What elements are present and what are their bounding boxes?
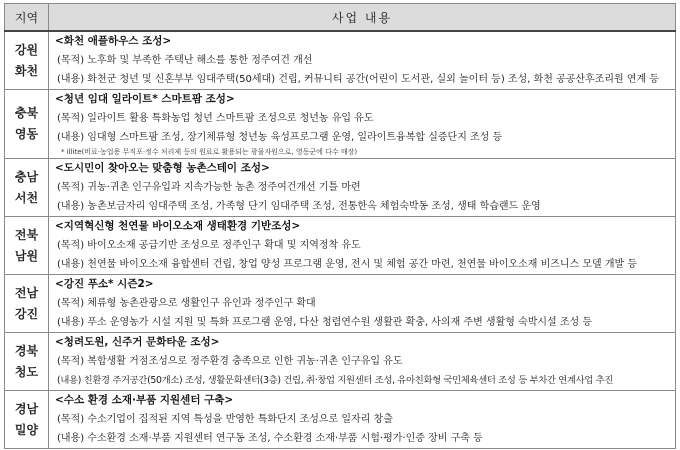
region-county: 밀양 — [14, 422, 39, 437]
project-goal: (목적) 체류형 농촌관광으로 생활인구 유인과 정주인구 확대 — [57, 298, 316, 309]
project-desc: (내용) 천연물 바이오소재 융합센터 건립, 창업 양성 프로그램 운영, 전시 및 체험 공간 마련, 천연물 바이오소재 비즈니스 모델 개발 등 — [57, 259, 638, 270]
region-cell — [5, 391, 49, 449]
project-goal: (목적) 노후화 및 부족한 주택난 해소를 통한 정주여건 개선 — [57, 55, 313, 66]
region-province: 강원 — [14, 42, 39, 57]
region-cell — [5, 90, 49, 159]
region-county: 화천 — [14, 63, 39, 78]
project-title: <수소 환경 소재·부품 지원센터 구축> — [55, 394, 234, 406]
table-row — [5, 275, 676, 333]
region-province: 경북 — [14, 343, 39, 358]
content-cell — [49, 159, 676, 217]
project-title: <지역혁신형 천연물 바이오소재 생태환경 기반조성> — [55, 220, 301, 232]
table-header-row — [5, 4, 676, 32]
region-cell — [5, 333, 49, 391]
project-title: <청년 임대 일라이트* 스마트팜 조성> — [55, 93, 235, 105]
project-desc: (내용) 임대형 스마트팜 조성, 장기체류형 청년농 육성프로그램 운영, 일라이트융복합 실증단지 조성 등 — [57, 132, 503, 143]
project-goal: (목적) 일라이트 활용 특화농업 청년 스마트팜 조성으로 청년농 유입 유도 — [57, 113, 374, 124]
project-desc: (내용) 푸소 운영농가 시설 지원 및 특화 프로그램 운영, 다산 청렴연수원 생활관 확충, 사의재 주변 생활형 숙박시설 조성 등 — [57, 317, 593, 328]
content-cell — [49, 333, 676, 391]
header-region: 지역 — [5, 4, 49, 32]
project-goal: (목적) 바이오소재 공급기반 조성으로 정주인구 확대 및 지역정착 유도 — [57, 240, 361, 251]
region-cell — [5, 31, 49, 90]
project-desc: (내용) 화천군 청년 및 신혼부부 임대주택(50세대) 건립, 커뮤니티 공간(어린이 도서관, 실외 놀이터 등) 조성, 화천 공공산후조리원 연계 등 — [57, 74, 660, 85]
table-row — [5, 391, 676, 449]
project-title: <청려도원, 신주거 문화타운 조성> — [55, 336, 220, 348]
table-row — [5, 333, 676, 391]
project-goal: (목적) 수소기업이 집적된 지역 특성을 반영한 특화단지 조성으로 일자리 창출 — [57, 414, 393, 425]
content-cell — [49, 90, 676, 159]
project-desc: (내용) 친환경 주거공간(50개소) 조성, 생활문화센터(3층) 건립, 취·창업 지원센터 조성, 유아친화형 국민체육센터 조성 등 부차간 연계사업 추진 — [57, 375, 614, 386]
region-cell — [5, 275, 49, 333]
content-cell — [49, 275, 676, 333]
project-desc: (내용) 농촌보금자리 임대주택 조성, 가족형 단기 임대주택 조성, 전통한옥 체험숙박동 조성, 생태 학습랜드 운영 — [57, 201, 541, 212]
footnote: * illite(비료·농업용 무직포·정수 처리제 등의 원료로 활용되는 광물자원으로, 영동군에 다수 매장) — [61, 148, 358, 156]
content-cell — [49, 217, 676, 275]
table-row — [5, 159, 676, 217]
table-row — [5, 90, 676, 159]
region-county: 남원 — [14, 248, 39, 263]
region-county: 서천 — [14, 190, 39, 205]
region-province: 전남 — [14, 285, 39, 300]
region-county: 강진 — [14, 306, 39, 321]
region-cell — [5, 217, 49, 275]
project-table — [4, 3, 676, 449]
project-title: <도시민이 찾아오는 맞춤형 농촌스테이 조성> — [55, 162, 270, 174]
project-goal: (목적) 귀농·귀촌 인구유입과 지속가능한 농촌 정주여건개선 기틀 마련 — [57, 182, 361, 193]
project-title: <화천 애플하우스 조성> — [55, 35, 172, 47]
region-province: 충북 — [14, 106, 39, 120]
content-cell — [49, 31, 676, 90]
table-row — [5, 31, 676, 90]
region-province: 경남 — [14, 401, 39, 416]
project-title: <강진 푸소* 시즌2> — [55, 278, 154, 290]
project-goal: (목적) 복합생활 거점조성으로 정주환경 충족으로 인한 귀농·귀촌 인구유입 유도 — [57, 356, 403, 367]
content-cell — [49, 391, 676, 449]
region-county: 청도 — [14, 364, 39, 379]
region-province: 충남 — [14, 169, 39, 184]
region-county: 영동 — [14, 127, 39, 141]
region-province: 전북 — [14, 227, 39, 242]
region-cell — [5, 159, 49, 217]
project-desc: (내용) 수소환경 소재·부품 지원센터 연구동 조성, 수소환경 소재·부품 시험·평가·인증 장비 구축 등 — [57, 433, 483, 444]
header-content: 사업 내용 — [49, 4, 676, 32]
table-row — [5, 217, 676, 275]
